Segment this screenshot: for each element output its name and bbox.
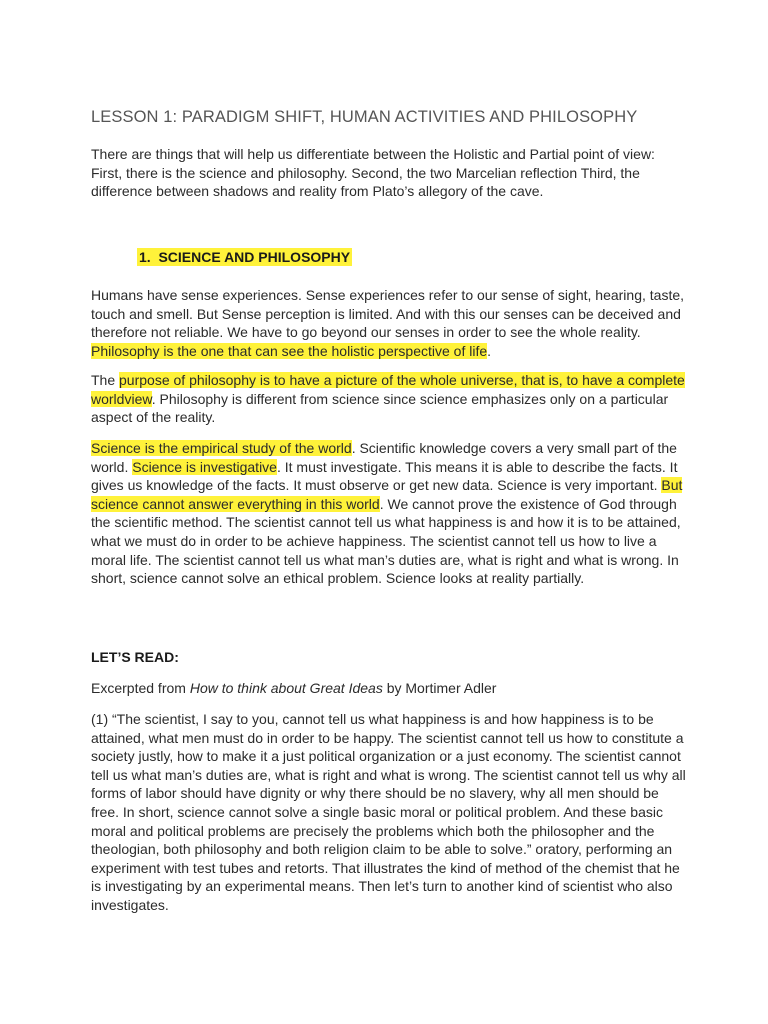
quote-paragraph: (1) “The scientist, I say to you, cannot tell us what happiness is and how happiness is to be attained, what men must do in order to be happy. The scientist cannot tell us how to constitute a society justly, how to make it a just political organization or a just economy. The scientist cannot tell us what man’s duties are, what is right and what is wrong. The scientist cannot tell us why all forms of labor should have dignity or why there should be no slavery, why all men should be free. In short, science cannot solve a single basic moral or political problem. And these basic moral and political problems are precisely the problems which both the philosopher and the theologian, both philosophy and both religion claim to be able to solve.” oratory, performing an experiment with test tubes and retorts. That illustrates the kind of method of the chemist that he is investigating by an experimental means. Then let’s turn to another kind of scientist who also investigates. <box>91 711 686 913</box>
lets-read-heading: LET’S READ: <box>91 649 179 665</box>
highlighted-text: purpose of philosophy is to have a picture of the whole universe, that is, to have a complete worldview <box>91 372 685 407</box>
section-title: SCIENCE AND PHILOSOPHY <box>158 249 351 265</box>
section-number: 1. <box>139 249 151 265</box>
paragraph-text: . <box>487 342 492 359</box>
paragraph-purpose <box>91 371 686 427</box>
paragraph-text: . Philosophy is different from science since science emphasizes only on a particular aspect of the reality. <box>91 390 669 426</box>
paragraph-text: The <box>91 372 120 388</box>
highlighted-text: Science is the empirical study of the world <box>91 440 352 456</box>
paragraph-text: . Scientific knowledge covers a very small part of the world. <box>91 440 677 475</box>
paragraph-text: . We cannot prove the existence of God through the scientific method. The scientist cannot tell us what happiness is and how it is to be attained, what we must do in order to be achieve happiness. The scientist cannot tell us how to live a moral life. The scientist cannot tell us what man’s duties are, what is right and what is wrong. In short, science cannot solve an ethical problem. Science looks at reality partially. <box>91 495 681 587</box>
paragraph-senses <box>91 286 686 360</box>
highlighted-text: Philosophy is the one that can see the holistic perspective of life <box>91 342 488 359</box>
section-heading <box>137 249 352 265</box>
highlighted-text: Science is investigative <box>132 458 277 475</box>
paragraph-science <box>91 439 686 588</box>
excerpt-line <box>91 679 686 698</box>
paragraph-text: Humans have sense experiences. Sense experiences refer to our sense of sight, hearing, taste, touch and smell. But Sense perception is limited. And with this our senses can be deceived and therefore not reliable. We have to go beyond our senses in order to see the whole reality. <box>91 287 685 341</box>
lesson-title: LESSON 1: PARADIGM SHIFT, HUMAN ACTIVITIES AND PHILOSOPHY <box>91 108 638 126</box>
intro-paragraph: There are things that will help us differentiate between the Holistic and Partial point of view: First, there is the science and philosophy. Second, the two Marcelian reflection Third, the difference between shadows and reality from Plato’s allegory of the cave. <box>91 146 655 200</box>
excerpt-prefix: Excerpted from <box>91 680 190 696</box>
excerpt-suffix: by Mortimer Adler <box>382 680 497 696</box>
section-heading-highlight <box>137 248 352 266</box>
paragraph-text: . It must investigate. This means it is able to describe the facts. It gives us knowledge of the facts. It must observe or get new data. Science is very important. <box>91 458 678 494</box>
book-title: How to think about Great Ideas <box>189 680 383 696</box>
highlighted-text: But science cannot answer everything in this world <box>91 477 683 512</box>
